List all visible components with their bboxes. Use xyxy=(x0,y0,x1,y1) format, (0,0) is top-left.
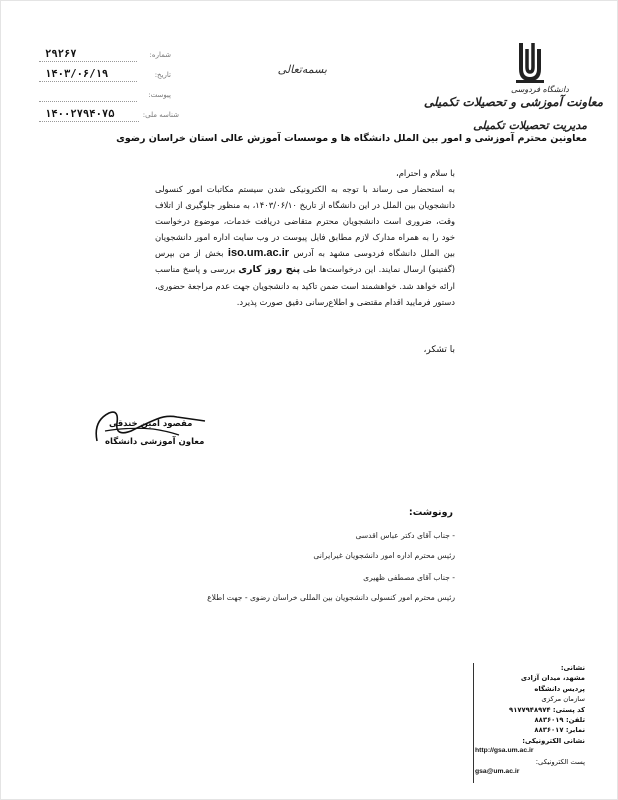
greeting: با سلام و احترام، xyxy=(396,168,455,178)
footer-contact: نشانی: مشهد، میدان آزادی پردیس دانشگاه سازمان مرکزی کد پستی: ۹۱۷۷۹۴۸۹۷۴ تلفن: ۸۸۳۶۰۱۹ نمابر: ۸۸۳۶۰۱۷ نشانی الکترونیکی: http://gsa.um.ac.ir پست الکترونیکی: gsa@um.ac.ir xyxy=(475,663,585,777)
signatory-title: معاون آموزشی دانشگاه xyxy=(105,437,205,447)
closing-thanks: با تشکر، xyxy=(423,345,455,355)
university-logo xyxy=(493,39,603,85)
signatory-name: مقصود امین خندقی xyxy=(109,419,193,429)
cc-line: رئیس محترم امور کنسولی دانشجویان بین المللی خراسان رضوی - جهت اطلاع xyxy=(207,593,455,602)
bismillah-heading: بسمه‌تعالی xyxy=(277,63,327,76)
letter-tracking-id: شناسه ملی: ۱۴۰۰۲۷۹۴۰۷۵ xyxy=(39,111,179,123)
cc-heading: رونوشت: xyxy=(408,507,453,518)
deadline-emphasis: پنج روز کاری xyxy=(238,264,301,275)
university-emblem-icon xyxy=(513,39,547,85)
footer-divider xyxy=(473,663,474,783)
recipient-line: معاونین محترم آموزشی و امور بین الملل دانشگاه ها و موسسات آموزش عالی استان خراسان رضوی xyxy=(116,133,587,144)
cc-line: - جناب آقای دکتر عباس اقدسی xyxy=(355,531,455,540)
letter-attachment: پیوست: xyxy=(39,91,171,103)
cc-line: - جناب آقای مصطفی ظهیری xyxy=(363,573,455,582)
website-url: iso.um.ac.ir xyxy=(227,247,290,259)
footer-website-link[interactable]: http://gsa.um.ac.ir xyxy=(475,747,534,755)
letter-number: شماره: ۲۹۲۶۷ xyxy=(39,51,171,63)
body-paragraph: به استحضار می رساند با توجه به الکترونیکی شدن سیستم مکاتبات امور کنسولی دانشجویان بین الملل در این دانشگاه از تاریخ ۱۴۰۳/۰۶/۱۰، به منظور جلوگیری از اتلاف وقت، ضروری است دانشجویان محترم متقاضی دریافت خدمات، موضوع درخواست خود را به همراه مدارک لازم مطابق فایل پیوست در وب سایت اداره امور دانشجویان بین الملل دانشگاه فردوسی مشهد به آدرس iso.um.ac.ir بخش از من بپرس (گفتینو) ارسال نمایند. این درخواست‌ها طی پنج روز کاری بررسی و پاسخ مناسب ارائه خواهد شد. خواهشمند است ضمن تاکید به دانشجویان جهت عدم مراجعة حضوری، دستور فرمایید اقدام مقتضی و اطلاع‌رسانی دقیق صورت پذیرد. xyxy=(155,184,455,307)
cc-line: رئیس محترم اداره امور دانشجویان غیرایرانی xyxy=(313,551,455,560)
letter-body xyxy=(155,165,455,310)
org-department-line: مدیریت تحصیلات تکمیلی xyxy=(473,119,587,132)
org-deputy-line: معاونت آموزشی و تحصیلات تکمیلی xyxy=(423,95,603,109)
letter-date: تاریخ: ۱۴۰۳/۰۶/۱۹ xyxy=(39,71,171,83)
footer-email-link[interactable]: gsa@um.ac.ir xyxy=(475,768,520,776)
university-name: دانشگاه فردوسی xyxy=(511,85,569,94)
